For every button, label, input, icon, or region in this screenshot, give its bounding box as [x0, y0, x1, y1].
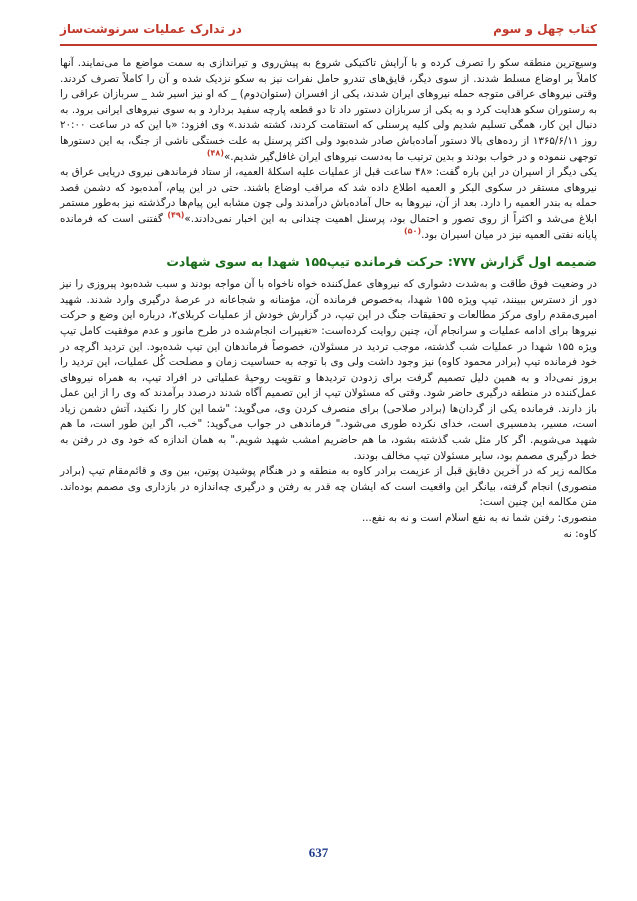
appendix-heading: ضمیمه اول گزارش ۷۷۷: حرکت فرمانده تیپ۱۵۵ شهدا به سوی شهادت — [166, 254, 597, 270]
appendix-paragraph-2: مکالمه زیر که در آخرین دقایق قبل از عزیمت برادر کاوه به منطقه و در هنگام پوشیدن پوتین، بین وی و قائم‌مقام تیپ (برادر منصوری) انجام گرفته، بیانگر این واقعیت است که ایشان چه قدر به رفتن و درگیری چه‌اندازه در بازداری وی مصمم بوده‌اند. متن مکالمه این چنین است: — [60, 465, 597, 509]
paragraph-2-text-after: گفتنی است که فرمانده پایانه نفتی العمیه نیز در میان اسیران بود. — [60, 212, 597, 241]
paragraph-1 — [60, 56, 597, 165]
page-header — [60, 22, 597, 44]
paragraph-2 — [60, 165, 597, 243]
section-title: در تدارک عملیات سرنوشت‌ساز — [60, 22, 242, 36]
paragraph-2-text: یکی دیگر از اسیران در این باره گفت: «۴۸ ساعت قبل از عملیات علیه اسکلهٔ العمیه، از ستاد فرماندهی نیروی دریایی عراق به نیروهای مستقر در سکوی البکر و العمیه اطلاع داده شد که مراقب اوضاع باشند. حتی در این پیام، آمده‌بود که دشمن قصد حمله به بندر العمیه را دارد. بعد از آن، نیروها به حال آماده‌باش درآمدند ولی چون مشابه این پیام‌ها درگذشته نیز به‌طور مستمر ابلاغ می‌شد و اکثراً از روی تصور و احتمال بود، پرسنل اهمیت چندانی به این اخبار نمی‌دادند.» — [60, 166, 597, 225]
footnote-48: (۴۸) — [206, 148, 224, 158]
page-number: 637 — [308, 845, 329, 860]
footnote-49: (۴۹) — [167, 210, 185, 220]
dialogue-line-1: منصوری: رفتن شما نه به نفع اسلام است و نه به نفع... — [362, 512, 597, 525]
footnote-50: (۵۰) — [404, 226, 422, 236]
book-title: کتاب چهل و سوم — [493, 22, 597, 36]
paragraph-1-text: وسیع‌ترین منطقه سکو را تصرف کرده و با آرایش تاکتیکی شروع به پیش‌روی و تیراندازی به سمت مواضع ما می‌نمایند. آنها کاملاً بر اوضاع مسلط شدند. از سوی دیگر، قایق‌های تندرو حامل نفرات نیز به سکو نزدیک شده و آن را کاملاً تصرف کردند. وقتی نیروهای عراقی متوجه حمله نیروهای ایران شدند، یکی از افسران (ستوان‌دوم) _ که او نیز اسیر شد _ سربازان عراقی را به رستوران سکو هدایت کرد و به یکی از سربازان دستور داد تا دو قطعه پارچه سفید بردارد و به سوی نیروهای ایرانی برود. به دنبال این کار، همگی تسلیم شدیم ولی کلیه پرسنلی که استقامت کردند، کشته شدند.» وی افزود: «با این که در ساعت ۲۰:۰۰ روز ۱۳۶۵/۶/۱۱ از رده‌های بالا دستور آماده‌باش صادر شده‌بود ولی اکثر پرسنل به علت خستگی ناشی از جنگ، به این دستورها توجهی ننموده و در خواب بودند و بدین ترتیب ما به‌دست نیروهای ایران غافل‌گیر شدیم.» — [60, 57, 598, 163]
appendix-paragraph-1: در وضعیت فوق طاقت و به‌شدت دشواری که نیروهای عمل‌کننده خواه ناخواه با آن مواجه بودند و سبب شده‌بود پیروزی را نیز دور از دسترس ببینند، تیپ ویژه ۱۵۵ شهدا، به‌خصوص فرمانده آن، مؤمنانه و شجاعانه در عرصهٔ درگیری وارد شدند. شهید امیری‌مقدم راوی مرکز مطالعات و تحقیقات جنگ در این تیپ، در گزارش خودش از عملیات کربلای۲، درباره این وضع و حرکت نیروها برای ادامه عملیات و سرانجام آن، چنین روایت کرده‌است: «تغییرات انجام‌شده در طرح مانور و عدم موفقیت کامل تیپ ویژه ۱۵۵ شهدا در عملیات شب گذشته، موجب تردید در مسئولان، خصوصاً فرماندهان این تیپ شده‌بود. این تردید اگرچه در خود فرمانده تیپ (برادر محمود کاوه) نیز وجود داشت ولی وی با توجه به حساسیت زمان و مصلحت کُل عملیات، این تردید را بروز نمی‌داد و به همین دلیل تصمیم گرفت برای زدودن تردیدها و تقویت روحیهٔ عملیاتی در افراد تیپ، به همراه نیروهای عمل‌کننده در منطقه درگیری حاضر شود. وقتی که مسئولان تیپ از این تصمیم آگاه شدند درصدد برآمدند که وی را از این عمل باز دارند. فرمانده یکی از گردان‌ها (برادر صلاحی) برای منصرف کردن وی، می‌گوید: "شما این کار را نکنید، آتش دشمن زیاد است، مسیر، بدمسیری است، خدای نکرده طوری می‌شود." فرماندهی در جواب می‌گوید: "خب، اگر این طور است، ما هم شهید می‌شویم. اگر کار مثل شب گذشته بشود، ما هم حاضریم امشب شهید شویم." به همان اندازه که خود وی در رفتن به خط درگیری مصمم بود، سایر مسئولان تیپ مخالف بودند. — [60, 278, 597, 462]
page-content — [60, 56, 597, 542]
dialogue-line-2: کاوه: نه — [563, 527, 597, 540]
header-divider — [60, 44, 597, 46]
